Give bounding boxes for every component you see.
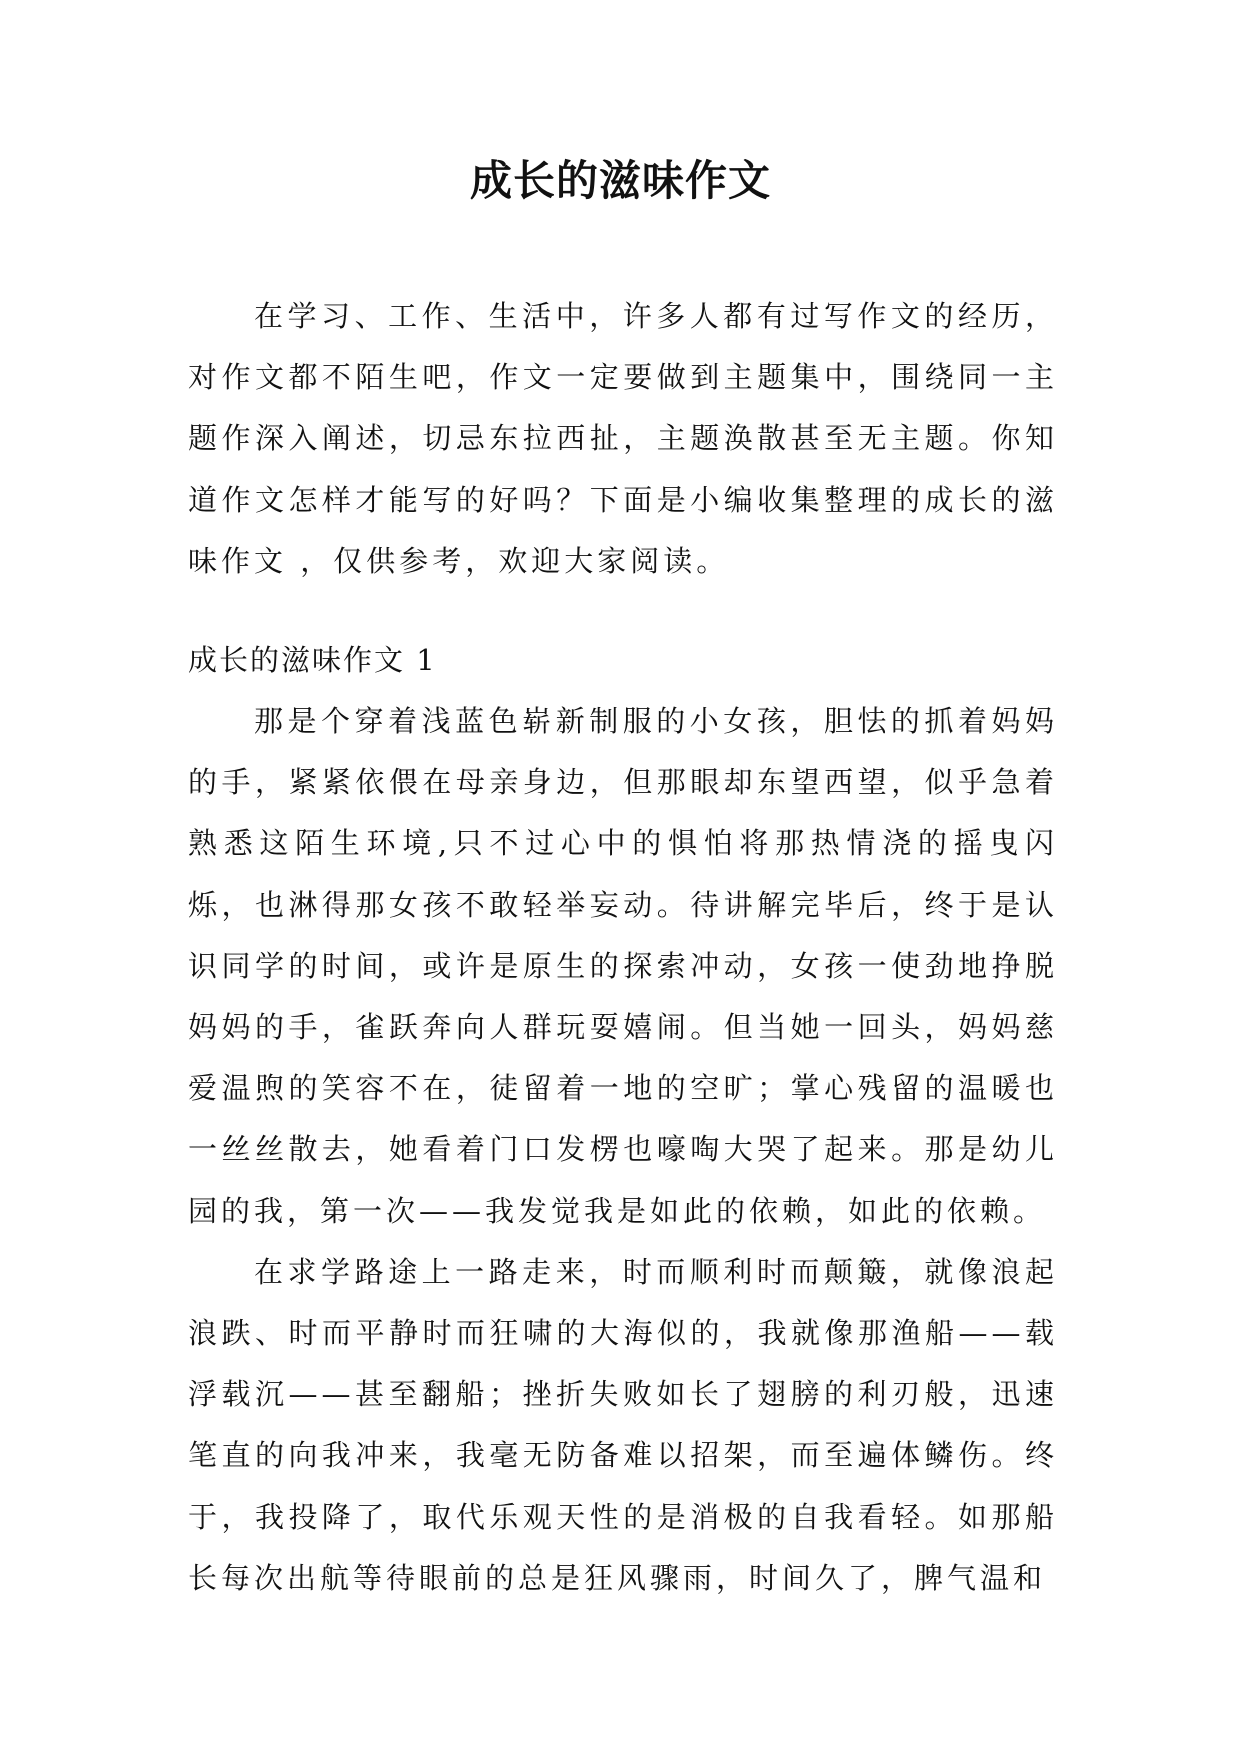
section-body xyxy=(188,691,1058,1609)
intro-block xyxy=(188,286,1058,592)
section-heading: 成长的滋味作文 1 xyxy=(188,643,437,677)
document-title: 成长的滋味作文 xyxy=(469,156,771,205)
intro-paragraph: 在学习、工作、生活中，许多人都有过写作文的经历，对作文都不陌生吧，作文一定要做到主题集中，围绕同一主题作深入阐述，切忌东拉西扯，主题涣散甚至无主题。你知道作文怎样才能写的好吗？下面是小编收集整理的成长的滋味作文 ，仅供参考，欢迎大家阅读。 xyxy=(188,299,1058,578)
body-paragraph: 那是个穿着浅蓝色崭新制服的小女孩，胆怯的抓着妈妈的手，紧紧依偎在母亲身边，但那眼却东望西望，似乎急着熟悉这陌生环境,只不过心中的惧怕将那热情浇的摇曳闪烁，也淋得那女孩不敢轻举妄动。待讲解完毕后，终于是认识同学的时间，或许是原生的探索冲动，女孩一使劲地挣脱妈妈的手，雀跃奔向人群玩耍嬉闹。但当她一回头，妈妈慈爱温煦的笑容不在，徒留着一地的空旷；掌心残留的温暖也一丝丝散去，她看着门口发楞也嚎啕大哭了起来。那是幼儿园的我，第一次——我发觉我是如此的依赖，如此的依赖。 xyxy=(188,704,1058,1228)
body-paragraph: 在求学路途上一路走来，时而顺利时而颠簸，就像浪起浪跌、时而平静时而狂啸的大海似的，我就像那渔船——载浮载沉——甚至翻船；挫折失败如长了翅膀的利刃般，迅速笔直的向我冲来，我毫无防备难以招架，而至遍体鳞伤。终于，我投降了，取代乐观天性的是消极的自我看轻。如那船长每次出航等待眼前的总是狂风骤雨，时间久了，脾气温和 xyxy=(188,1254,1058,1595)
